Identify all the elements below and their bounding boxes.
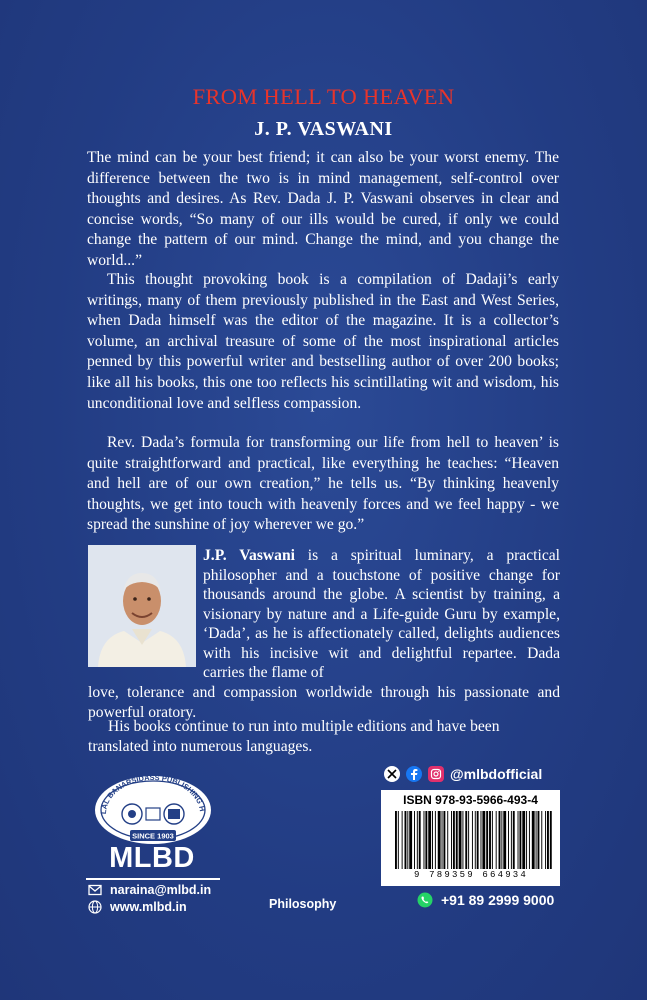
barcode-bar xyxy=(508,811,509,869)
publisher-divider xyxy=(86,878,220,880)
barcode-bar xyxy=(456,811,458,869)
whatsapp-icon xyxy=(417,892,433,908)
barcode-bar xyxy=(522,811,525,869)
barcode-bar xyxy=(414,811,415,869)
barcode-bar xyxy=(550,811,552,869)
barcode-bar xyxy=(407,811,408,869)
barcode-bar xyxy=(513,811,515,869)
barcode-bar xyxy=(503,811,506,869)
globe-icon xyxy=(88,900,102,914)
barcode-bar xyxy=(492,811,493,869)
publisher-seal-logo xyxy=(92,770,214,845)
isbn-barcode-box xyxy=(381,790,560,886)
barcode-bar xyxy=(477,811,479,869)
book-title: FROM HELL TO HEAVEN xyxy=(192,84,455,109)
publisher-website-row xyxy=(88,900,187,914)
barcode xyxy=(393,811,555,871)
barcode-bar xyxy=(417,811,418,869)
barcode-bar xyxy=(465,811,467,869)
barcode-bar xyxy=(538,811,540,869)
barcode-bar xyxy=(499,811,501,869)
barcode-bar xyxy=(468,811,469,869)
barcode-bar xyxy=(425,811,427,869)
blurb-paragraph-1: The mind can be your best friend; it can also be your worst enemy. The difference between the two is in mind management, self-control over thoughts and desires. As Rev. Dada J. P. Vaswani observes in clear and concise words, “So many of our ills would be cured, if only we could change the pattern of our mind. Change the mind, and you change the world...” xyxy=(87,149,559,269)
isbn-label: ISBN 978-93-5966-493-4 xyxy=(403,793,538,807)
publisher-email[interactable]: naraina@mlbd.in xyxy=(110,883,212,897)
barcode-bar xyxy=(451,811,452,869)
barcode-bar xyxy=(432,811,433,869)
barcode-bar xyxy=(424,811,425,869)
author-bio-continued: love, tolerance and compassion worldwide through his passionate and powerful oratory. xyxy=(88,684,560,721)
barcode-bar xyxy=(511,811,512,869)
barcode-bar xyxy=(472,811,473,869)
barcode-bar xyxy=(532,811,535,869)
seal-bottom-text: SINCE 1903 xyxy=(132,831,174,841)
barcode-bar xyxy=(489,811,491,869)
author-bio xyxy=(203,546,560,683)
barcode-bar xyxy=(545,811,546,869)
instagram-icon[interactable] xyxy=(428,766,444,782)
book-author: J. P. VASWANI xyxy=(254,118,393,140)
barcode-bar xyxy=(443,811,445,869)
barcode-bar xyxy=(419,811,421,869)
barcode-bar xyxy=(402,811,403,869)
author-photo xyxy=(88,545,196,667)
barcode-bar xyxy=(482,811,485,869)
social-handle[interactable]: @mlbdofficial xyxy=(450,766,543,782)
publisher-email-row xyxy=(88,883,211,897)
subject-category: Philosophy xyxy=(269,897,337,911)
facebook-icon[interactable] xyxy=(406,766,422,782)
phone-number[interactable]: +91 89 2999 9000 xyxy=(441,892,555,908)
barcode-bar xyxy=(486,811,488,869)
barcode-bar xyxy=(447,811,448,869)
barcode-bar xyxy=(519,811,521,869)
phone-row xyxy=(417,892,554,908)
social-row xyxy=(384,766,542,782)
barcode-bar xyxy=(536,811,537,869)
seal-top-text: LAL BANARSIDASS PUBLISHING H xyxy=(98,772,207,815)
barcode-bar xyxy=(496,811,497,869)
barcode-bar xyxy=(547,811,549,869)
barcode-bar xyxy=(453,811,455,869)
publisher-name: MLBD xyxy=(109,842,195,874)
barcode-bar xyxy=(409,811,412,869)
barcode-bar xyxy=(398,811,399,869)
barcode-bar xyxy=(428,811,431,869)
barcode-digits: 9 789359 664934 xyxy=(413,870,528,880)
blurb-paragraph-2: This thought provoking book is a compilation of Dadaji’s early writings, many of them previously published in the East and West Series, when Dada himself was the editor of the magazine. It is a collector’s volume, an archival treasure of some of the most inspirational articles penned by this powerful writer and bestselling author of over 200 books; like all his books, this one too reflects his scintillating wit and wisdom, his unconditional love and selfless compassion. xyxy=(87,271,559,412)
barcode-bar xyxy=(481,811,482,869)
bio-author-name: J.P. Vaswani xyxy=(203,547,295,564)
barcode-bar xyxy=(529,811,530,869)
barcode-bar xyxy=(435,811,436,869)
barcode-bar xyxy=(526,811,527,869)
barcode-bar xyxy=(459,811,462,869)
mail-icon xyxy=(88,883,102,897)
barcode-bar xyxy=(405,811,407,869)
barcode-bar xyxy=(462,811,463,869)
barcode-bar xyxy=(475,811,476,869)
barcode-bar xyxy=(518,811,519,869)
blurb-paragraph-3: Rev. Dada’s formula for transforming our life from hell to heaven’ is quite straightforward and practical, like everything he teaches: “Heaven and hell are of our own creation,” he tells us. “By thinking heavenly thoughts, we get into touch with heavenly forces and we feel happy - we spread the sunshine of joy wherever we go.” xyxy=(87,434,559,534)
bio-text: is a spiritual luminary, a practical philosopher and a touchstone of positive change for thousands around the globe. A scientist by training, a visionary by nature and a Life-guide Guru by example, ‘Dada’, as he is affectionately called, delights audiences with his incisive wit and delightful repartee. Dada carries the flame of xyxy=(203,547,560,681)
barcode-bar xyxy=(442,811,443,869)
barcode-bar xyxy=(501,811,502,869)
publisher-website[interactable]: www.mlbd.in xyxy=(110,900,187,914)
barcode-bar xyxy=(438,811,441,869)
barcode-bar xyxy=(395,811,397,869)
x-icon[interactable] xyxy=(384,766,400,782)
author-bio-paragraph-2: His books continue to run into multiple editions and have been translated into numerous languages. xyxy=(88,718,500,755)
barcode-bar xyxy=(541,811,542,869)
